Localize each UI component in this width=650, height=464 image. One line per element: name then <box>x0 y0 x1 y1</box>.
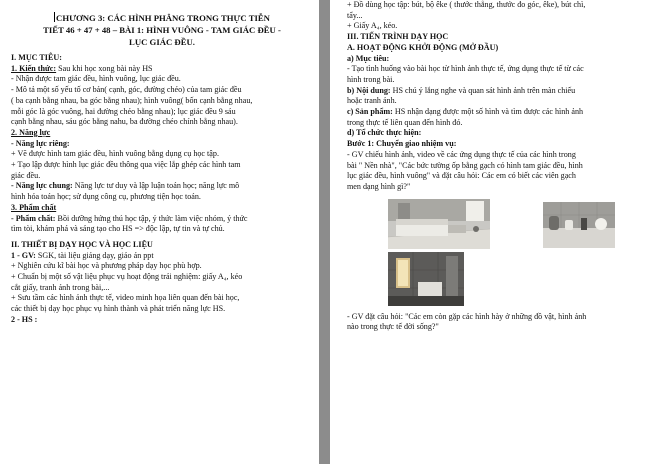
objective-label: a) Mục tiêu: <box>347 53 390 63</box>
content-line1 <box>347 86 642 97</box>
general-competence-line1 <box>11 181 313 192</box>
kitchen-photo <box>543 202 615 248</box>
teacher-item-3b: các thiết bị dạy học phục vụ hình thành và phát triển năng lực HS. <box>11 304 226 314</box>
text-cursor <box>54 12 55 22</box>
lesson-title-line2: LỤC GIÁC ĐỀU. <box>129 37 195 47</box>
activity-a-heading: A. HOẠT ĐỘNG KHỞI ĐỘNG (MỞ ĐẦU) <box>347 42 499 52</box>
step1-line4: men dạng hình gì?" <box>347 181 411 191</box>
specific-competence-2a: + Tạo lập được hình lục giác đều thông qua việc lắp ghép các hình tam <box>11 160 241 170</box>
lesson-title-line1: TIẾT 46 + 47 + 48 – BÀI 1: HÌNH VUÔNG - TAM GIÁC ĐỀU - <box>43 25 281 35</box>
knowledge-item-2c: mỗi góc là góc vuông, hai đường chéo bằng nhau); lục giác đều 9 sáu <box>11 106 236 116</box>
specific-competence-label: - Năng lực riêng: <box>11 138 70 148</box>
step1-line3: lục giác đều, hình vuông" và đặt câu hỏi: Các em có biết các viên gạch <box>347 171 576 181</box>
teacher-item-3a: + Sưu tầm các hình ảnh thực tế, video minh họa liên quan đến bài học, <box>11 293 240 303</box>
student-label: 2 - HS : <box>11 314 38 324</box>
content-text: HS chú ý lắng nghe và quan sát hình ảnh trên màn chiếu <box>390 85 576 95</box>
content-line2: hoặc tranh ảnh. <box>347 96 397 106</box>
teacher-item-1: + Nghiên cứu kĩ bài học và phương pháp dạy học phù hợp. <box>11 261 202 271</box>
product-text: HS nhận dạng được một số hình và tìm được các hình ảnh <box>392 107 584 117</box>
step1-line1: - GV chiếu hình ảnh, video về các ứng dụng thực tế của các hình trong <box>347 149 576 159</box>
knowledge-label: 1. Kiến thức: <box>11 63 57 73</box>
chapter-title <box>11 12 313 24</box>
knowledge-item-2b: ( ba cạnh bằng nhau, ba góc bằng nhau); hình vuông( bốn cạnh bằng nhau, <box>11 95 253 105</box>
section-heading-equipment: II. THIẾT BỊ DẠY HỌC VÀ HỌC LIỆU <box>11 239 153 249</box>
general-competence-text: Năng lực tư duy và lập luận toán học; năng lực mô <box>72 181 240 191</box>
student-item-2: + Giấy A₄, kéo. <box>347 21 398 31</box>
content-label: b) Nội dung: <box>347 85 391 95</box>
objective-line1: - Tạo tình huống vào bài học từ hình ảnh thực tế, ứng dụng thực tế từ các <box>347 64 584 74</box>
general-competence-label: - Năng lực chung: <box>11 181 73 191</box>
objective-line2: hình trong bài. <box>347 74 395 84</box>
teacher-label: 1 - GV: <box>11 250 36 260</box>
knowledge-item-2d: cạnh bằng nhau, sáu góc bằng nahu, ba đường chéo chính bằng nhau). <box>11 117 238 127</box>
knowledge-text: Sau khi học xong bài này HS <box>56 63 153 73</box>
knowledge-item-2a: - Mô tả một số yếu tố cơ bản( cạnh, góc, đường chéo) của tam giác đều <box>11 85 242 95</box>
document-page-right <box>330 0 650 464</box>
general-competence-line2: hình hóa toán học; sử dụng công cụ, phương tiện học toán. <box>11 192 201 202</box>
living-room-photo <box>388 199 490 249</box>
quality-label: - Phẩm chất: <box>11 213 56 223</box>
teacher-item-2a: + Chuẩn bị một số vật liệu phục vụ hoạt động trải nghiệm: giấy A₄, kéo <box>11 272 243 282</box>
product-label: c) Sản phẩm: <box>347 107 393 117</box>
question-line2: nào trong thực tế đời sống?" <box>347 322 439 332</box>
specific-competence-1: + Vẽ được hình tam giác đều, hình vuông bằng dụng cụ học tập. <box>11 149 219 159</box>
competence-heading: 2. Năng lực <box>11 127 51 137</box>
section-heading-process: III. TIẾN TRÌNH DẠY HỌC <box>347 32 449 42</box>
bathroom-photo <box>388 252 464 306</box>
organization-label: d) Tổ chức thực hiện: <box>347 128 422 138</box>
question-line1: - GV đặt câu hỏi: "Các em còn gặp các hình hày ở những đồ vật, hình ảnh <box>347 311 587 321</box>
step1-label: Bước 1: Chuyển giao nhiệm vụ: <box>347 139 457 149</box>
quality-line1 <box>11 214 313 225</box>
interior-photos <box>347 199 642 307</box>
quality-line2: tìm tòi, khám phá và sáng tạo cho HS => độc lập, tự tin và tự chủ. <box>11 224 225 234</box>
teacher-line <box>11 251 313 262</box>
student-item-1a: + Đồ dùng học tập: bút, bộ êke ( thước thẳng, thước đo góc, êke), bút chì, <box>347 0 586 9</box>
teacher-text: SGK, tài liệu giảng dạy, giáo án ppt <box>35 250 154 260</box>
step1-line2: bài " Nền nhà", "Các bức tường ốp bằng gạch có hình tam giác đều, hình <box>347 160 583 170</box>
document-page-left <box>0 0 319 464</box>
section-heading-objectives: I. MỤC TIÊU: <box>11 53 62 62</box>
product-line2: trong thực tế liên quan đến hình đó. <box>347 117 463 127</box>
knowledge-line <box>11 64 313 75</box>
product-line1 <box>347 107 642 118</box>
chapter-title-text: CHƯƠNG 3: CÁC HÌNH PHẲNG TRONG THỰC TIỄN <box>56 13 270 23</box>
quality-heading: 3. Phẩm chất <box>11 202 57 212</box>
specific-competence-2b: giác đều. <box>11 170 41 180</box>
teacher-item-2b: cắt giấy, tranh ảnh trong bài,... <box>11 282 110 292</box>
student-item-1b: tẩy... <box>347 10 363 20</box>
knowledge-item-1: - Nhận được tam giác đều, hình vuông, lục giác đều. <box>11 74 181 84</box>
quality-text: Bồi dưỡng hứng thú học tập, ý thức làm việc nhóm, ý thức <box>55 213 248 223</box>
